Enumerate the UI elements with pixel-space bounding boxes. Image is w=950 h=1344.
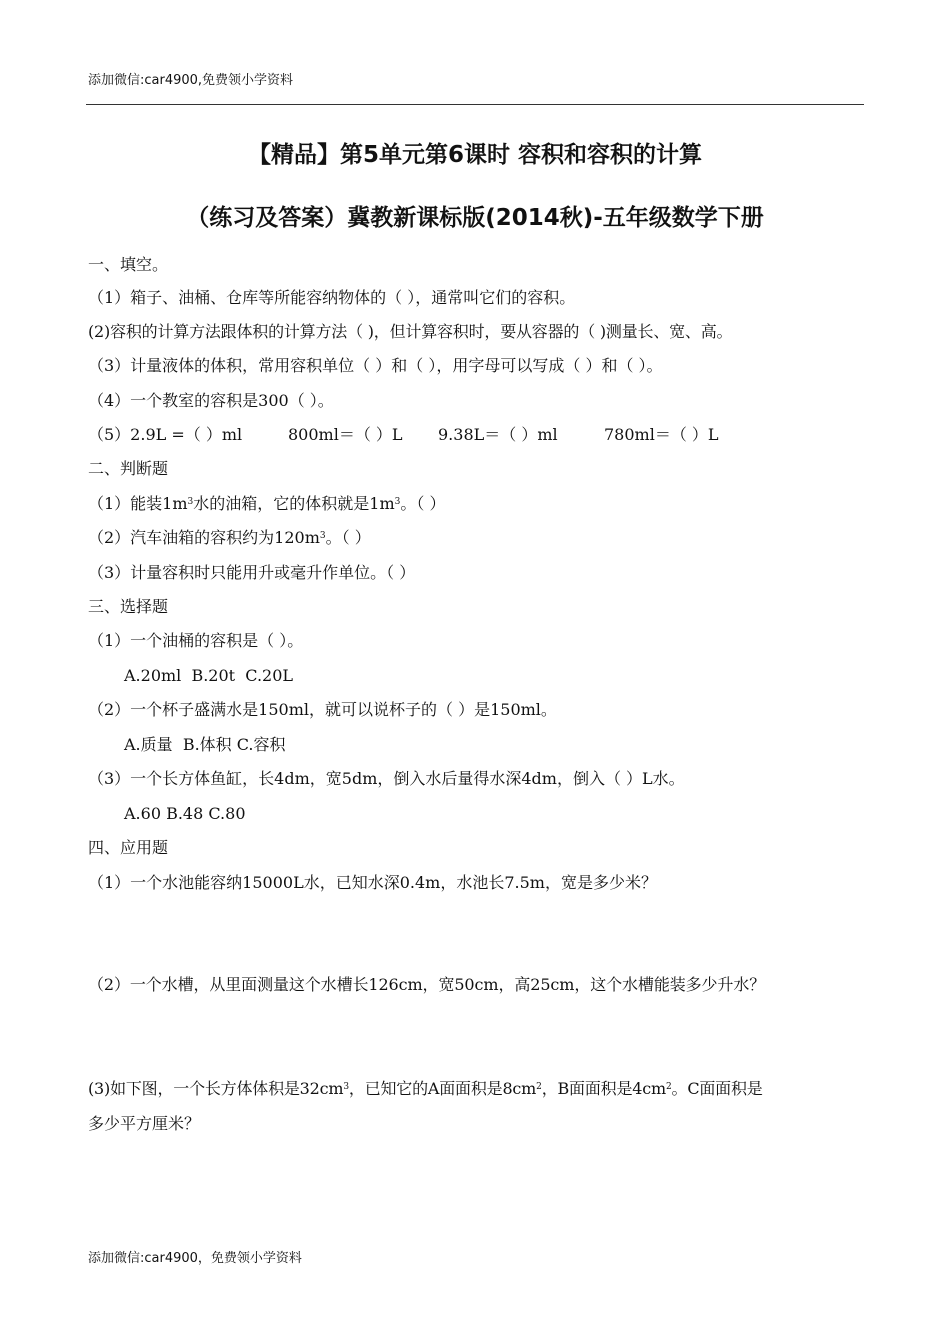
choice-question-3-options: A.60 B.48 C.80: [124, 804, 246, 823]
judge-question-1: （1）能装$1m^3$水的油箱，它的体积就是$1m^3$。（ ）: [88, 494, 446, 513]
header-rule: [86, 104, 864, 105]
apply-question-3-line2: 多少平方厘米？: [88, 1114, 201, 1133]
choice-question-1-options: A.20ml B.20t C.20L: [124, 666, 294, 685]
document-title-line1: 【精品】第5单元第6课时 容积和容积的计算: [247, 142, 702, 168]
fill-question-4: （4）一个教室的容积是300（ ）。: [88, 391, 334, 410]
page-footer-text: 添加微信:car4900，免费领小学资料: [88, 1251, 302, 1266]
apply-question-3: (3)如下图，一个长方体体积是$32cm^3$，已知它的A面面积是$8cm^2$，B面面积是$4cm^2$。C面面积是: [88, 1079, 763, 1098]
choice-question-3: （3）一个长方体鱼缸，长4dm，宽5dm，倒入水后量得水深4dm，倒入（ ）L水。: [88, 769, 685, 788]
fill-q5-part-b: 800ml＝（ ）L: [288, 425, 403, 444]
apply-question-2: （2）一个水槽，从里面测量这个水槽长126cm，宽50cm，高25cm，这个水槽能装多少升水？: [88, 975, 766, 994]
choice-question-1: （1）一个油桶的容积是（ ）。: [88, 631, 304, 650]
page-header-text: 添加微信:car4900,免费领小学资料: [88, 73, 294, 88]
fill-question-2: (2)容积的计算方法跟体积的计算方法（ )，但计算容积时，要从容器的（ )测量长、宽、高。: [88, 322, 733, 341]
fill-q5-part-d: 780ml＝（ ）L: [604, 425, 719, 444]
fill-question-3: （3）计量液体的体积，常用容积单位（ ）和（ ），用字母可以写成（ ）和（ ）。: [88, 356, 663, 375]
judge-question-3: （3）计量容积时只能用升或毫升作单位。（ ）: [88, 563, 416, 582]
fill-q5-part-a: （5）2.9L =（ ）ml: [88, 425, 243, 444]
section-apply-heading: 四、应用题: [88, 838, 169, 857]
apply-question-1: （1）一个水池能容纳15000L水，已知水深0.4m，水池长7.5m，宽是多少米？: [88, 873, 657, 892]
choice-question-2: （2）一个杯子盛满水是150ml，就可以说杯子的（ ）是150ml。: [88, 700, 557, 719]
fill-question-1: （1）箱子、油桶、仓库等所能容纳物体的（ ），通常叫它们的容积。: [88, 288, 576, 307]
section-fill-heading: 一、填空。: [88, 255, 169, 274]
fill-q5-part-c: 9.38L＝（ ）ml: [438, 425, 558, 444]
section-judge-heading: 二、判断题: [88, 459, 169, 478]
fill-question-5: [88, 425, 719, 445]
section-choice-heading: 三、选择题: [88, 597, 169, 616]
document-title-line2: （练习及答案）冀教新课标版(2014秋)-五年级数学下册: [186, 205, 764, 231]
choice-question-2-options: A.质量 B.体积 C.容积: [124, 735, 286, 754]
judge-question-2: （2）汽车油箱的容积约为$120m^3$。（ ）: [88, 528, 371, 547]
